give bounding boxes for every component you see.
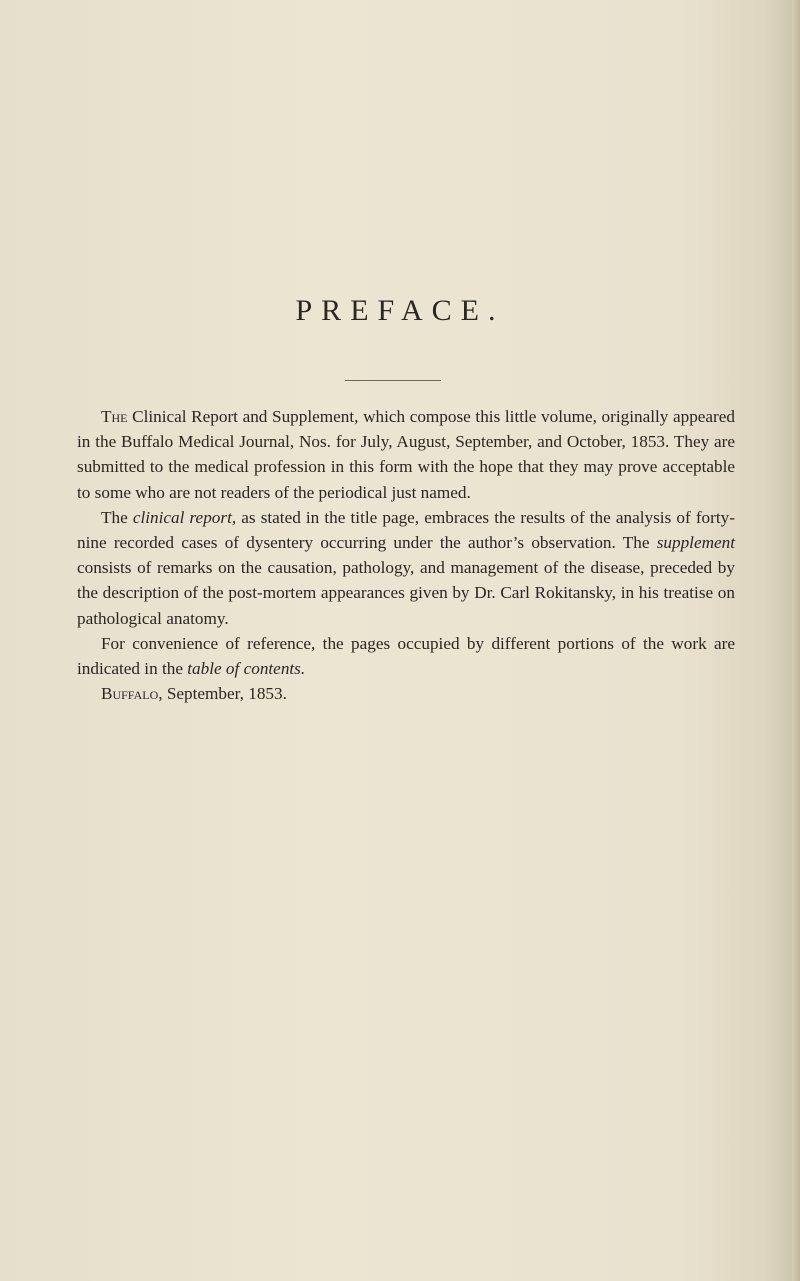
paragraph-3: [77, 631, 735, 681]
preface-body: [77, 404, 735, 706]
paragraph-2-text-a: The: [101, 507, 133, 527]
signature-date: September, 1853.: [162, 684, 287, 704]
paragraph-1-lead: The: [101, 407, 128, 426]
paragraph-2-text-c: consists of remarks on the causation, pathology, and management of the disease, preceded by the description of the post-mortem appearances given by Dr. Carl Rokitansky, in his treatise on pathological anatomy.: [77, 558, 735, 628]
paragraph-3-text: For convenience of reference, the pages occupied by different portions of the work are indicated in the: [77, 633, 735, 679]
paragraph-1-text: Clinical Report and Supplement, which compose this little volume, originally appeared in the Buffalo Medical Journal, Nos. for July, August, September, and October, 1853. They are submitted to the medical profession in this form with the hope that they may prove acceptable to some who are not readers of the periodical just named.: [77, 407, 735, 502]
signature-place: Buffalo,: [101, 684, 163, 704]
paragraph-3-emphasis: table of contents.: [187, 659, 306, 679]
signature-line: [77, 681, 735, 706]
paragraph-2-text-b: as stated in the title page, embraces the results of the analysis of forty-nine recorded cases of dysentery occurring under the author’s observation. The: [77, 507, 735, 553]
paragraph-1: [77, 404, 735, 505]
page-title: PREFACE.: [295, 294, 505, 327]
page-edge: [792, 0, 800, 1281]
paragraph-2: [77, 505, 735, 631]
paragraph-2-emphasis-1: clinical report,: [132, 507, 237, 527]
paragraph-2-emphasis-2: supplement: [656, 533, 735, 553]
title-rule: [345, 380, 441, 381]
